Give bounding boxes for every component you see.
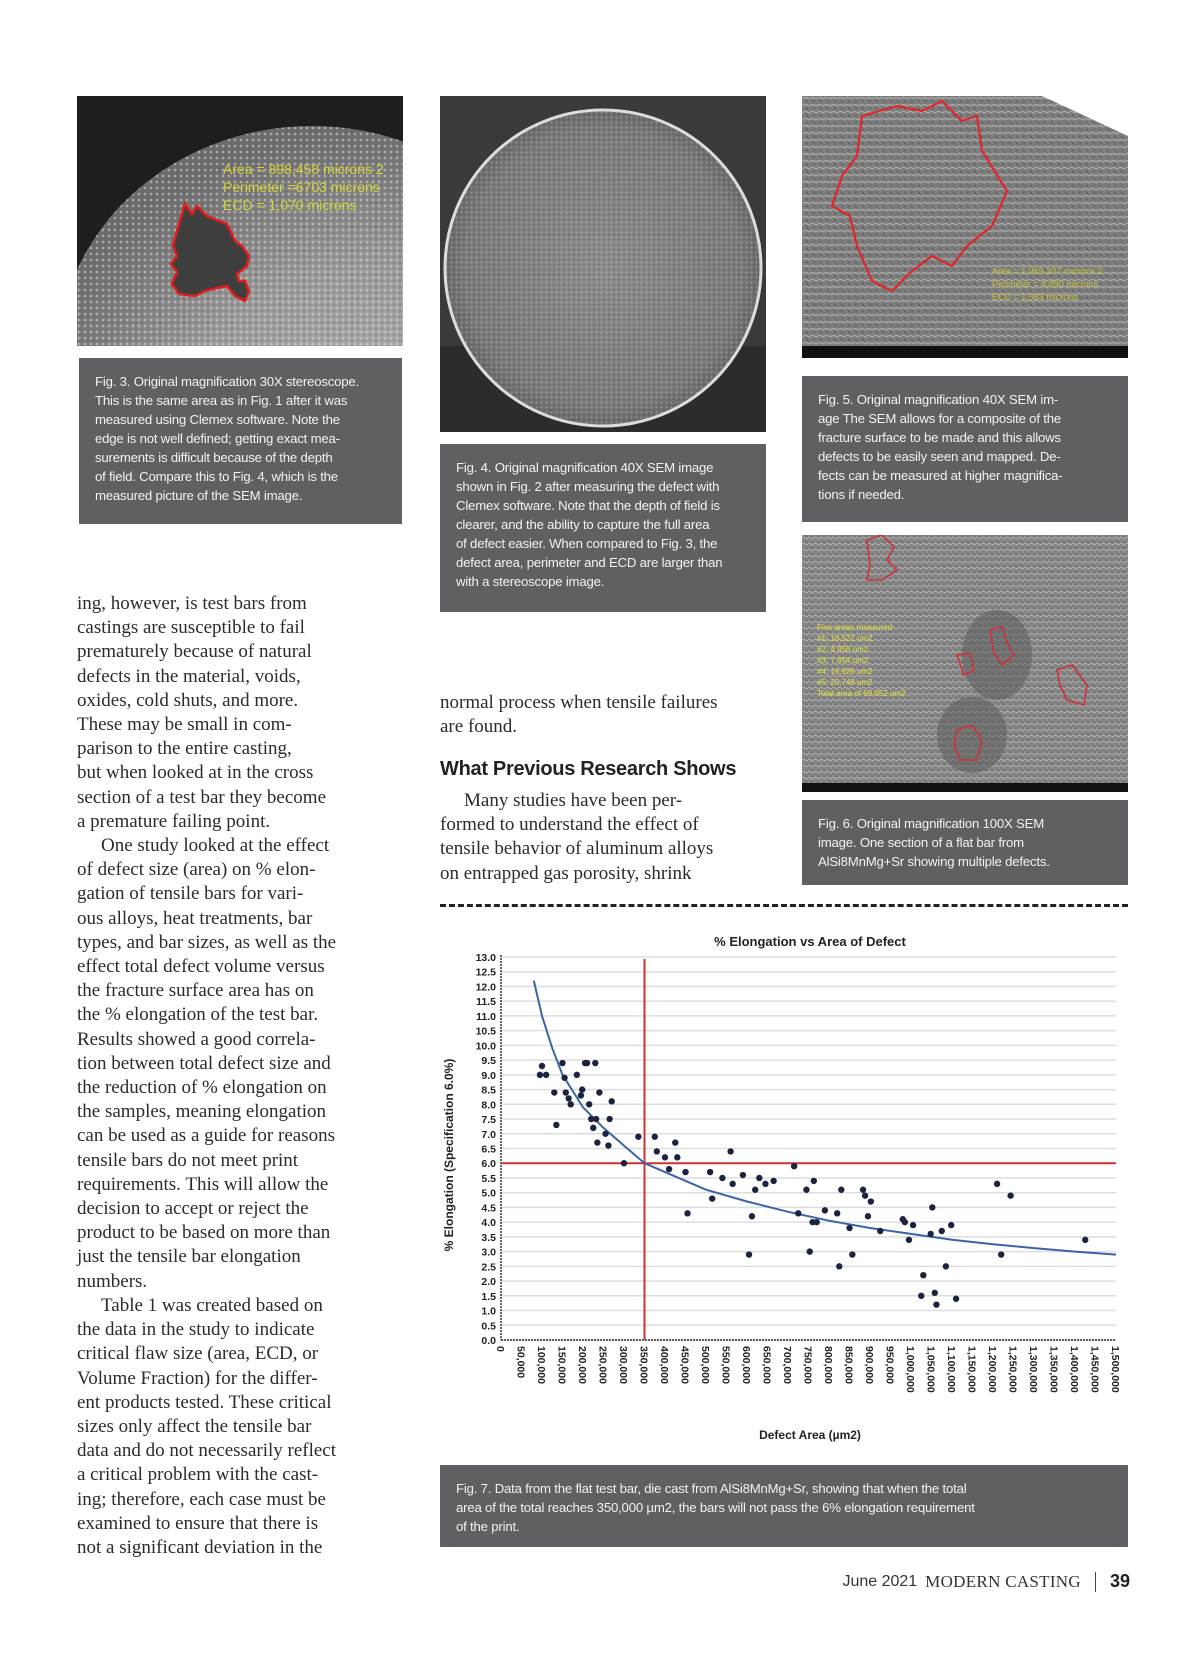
x-tick-label: 50,000 xyxy=(514,1346,527,1379)
data-point xyxy=(836,1263,842,1269)
y-tick-label: 12.0 xyxy=(475,981,496,994)
data-point xyxy=(654,1148,660,1154)
y-tick-label: 6.0 xyxy=(481,1158,496,1171)
data-point xyxy=(666,1166,672,1172)
data-point xyxy=(652,1134,658,1140)
fig3-perimeter-label: Perimeter =6703 microns xyxy=(223,179,380,195)
y-tick-label: 10.5 xyxy=(475,1025,496,1038)
x-tick-label: 400,000 xyxy=(658,1346,670,1384)
x-tick-label: 1,350,000 xyxy=(1047,1346,1060,1393)
data-point xyxy=(994,1181,1000,1187)
data-point xyxy=(822,1207,828,1213)
fig3-caption: Fig. 3. Original magnification 30X stereoscope. This is the same area as in Fig. 1 after it was measured using Clemex software. Note the edge is not well defined; getting exact mea- surements is difficult because of the depth of field. Compare this to Fig. 4, which is the measured picture of the SEM image. xyxy=(79,358,402,524)
x-tick-label: 700,000 xyxy=(781,1346,793,1384)
y-tick-label: 3.0 xyxy=(481,1246,496,1259)
data-point xyxy=(834,1210,840,1216)
x-tick-label: 250,000 xyxy=(596,1346,609,1384)
data-point xyxy=(849,1251,855,1257)
y-tick-label: 10.0 xyxy=(475,1040,496,1053)
fig3-ecd-label: ECD = 1,070 microns xyxy=(223,197,357,213)
fig6-caption: Fig. 6. Original magnification 100X SEM image. One section of a flat bar from AlSi8MnMg+Sr showing multiple defects. xyxy=(802,800,1128,885)
data-point xyxy=(953,1296,959,1302)
data-point xyxy=(860,1187,866,1193)
y-tick-label: 11.0 xyxy=(476,1010,496,1023)
y-tick-label: 7.0 xyxy=(481,1128,496,1141)
data-point xyxy=(574,1072,580,1078)
y-tick-label: 8.0 xyxy=(481,1099,496,1112)
data-point xyxy=(929,1204,935,1210)
data-point xyxy=(933,1301,939,1307)
data-point xyxy=(635,1134,641,1140)
y-tick-label: 12.5 xyxy=(475,966,496,979)
data-point xyxy=(811,1178,817,1184)
svg-text:Five areas measured: Five areas measured xyxy=(817,623,893,632)
y-tick-label: 2.0 xyxy=(481,1276,496,1289)
y-tick-label: 6.5 xyxy=(481,1143,496,1156)
y-tick-label: 0.0 xyxy=(481,1335,496,1347)
data-point xyxy=(561,1075,567,1081)
data-point xyxy=(920,1272,926,1278)
x-tick-label: 1,150,000 xyxy=(965,1346,978,1393)
x-tick-label: 900,000 xyxy=(863,1346,875,1384)
x-tick-label: 500,000 xyxy=(699,1346,711,1384)
data-point xyxy=(709,1195,715,1201)
fig4-sem-image xyxy=(440,96,766,432)
data-point xyxy=(749,1213,755,1219)
middle-column-lead: normal process when tensile failures are found. xyxy=(440,692,718,738)
y-tick-label: 8.5 xyxy=(481,1084,496,1097)
middle-column-text: Many studies have been per- formed to understand the effect of tensile behavior of aluminum alloys on entrapped gas porosity, shrink xyxy=(440,790,714,884)
y-tick-label: 1.5 xyxy=(481,1290,496,1303)
data-point xyxy=(609,1098,615,1104)
data-point xyxy=(791,1163,797,1169)
left-column-text: ing, however, is test bars from castings are susceptible to fail prematurely because of natural defects in the material, voids, oxides, cold shuts, and more. These may be small in com- parison to the entire casting, but when looked at in the cross section of a test bar they become a premature failing point. One study looked at the effect of defect size (area) on % elon- gation of tensile bars for vari- ous alloys, heat treatments, bar types, and bar sizes, as well as the effect total defect volume versus the fracture surface area has on the % elongation of the test bar. Results showed a good correla- tion between total defect size and the reduction of % elongation on the samples, meaning elongation can be used as a guide for reasons tensile bars do not meet print requirements. This will allow the decision to accept or reject the product to be based on more than just the tensile bar elongation numbers. Table 1 was created based on the data in the study to indicate critical flaw size (area, ECD, or Volume Fraction) for the differ- ent products tested. These critical sizes only affect the tensile bar data and do not necessarily reflect a critical problem with the cast- ing; therefore, each case must be examined to ensure that there is not a significant deviation in the xyxy=(77,593,337,1558)
section-divider xyxy=(440,904,1128,907)
data-point xyxy=(868,1198,874,1204)
data-point xyxy=(662,1154,668,1160)
x-tick-label: 350,000 xyxy=(637,1346,650,1384)
data-point xyxy=(1007,1192,1013,1198)
data-point xyxy=(943,1263,949,1269)
data-point xyxy=(593,1116,599,1122)
x-tick-label: 650,000 xyxy=(760,1346,773,1384)
y-tick-label: 1.0 xyxy=(481,1305,496,1318)
x-tick-label: 850,000 xyxy=(842,1346,855,1384)
data-point xyxy=(803,1187,809,1193)
x-tick-label: 1,000,000 xyxy=(904,1346,916,1393)
x-tick-label: 1,500,000 xyxy=(1109,1346,1121,1393)
fig5-caption: Fig. 5. Original magnification 40X SEM im- age The SEM allows for a composite of the fracture surface to be made and this allows defects to be easily seen and mapped. De- fects can be measured at higher magnifica- tions if needed. xyxy=(802,376,1128,522)
x-tick-label: 950,000 xyxy=(883,1346,896,1384)
y-tick-label: 13.0 xyxy=(475,952,496,964)
data-point xyxy=(551,1089,557,1095)
data-point xyxy=(746,1251,752,1257)
x-tick-label: 1,400,000 xyxy=(1068,1346,1080,1393)
chart-x-axis-label: Defect Area (µm2) xyxy=(759,1428,861,1442)
data-point xyxy=(927,1231,933,1237)
x-tick-label: 300,000 xyxy=(617,1346,629,1384)
data-point xyxy=(602,1131,608,1137)
x-tick-label: 1,250,000 xyxy=(1006,1346,1019,1393)
fig7-caption: Fig. 7. Data from the flat test bar, die cast from AlSi8MnMg+Sr, showing that when the total area of the total reaches 350,000 µm2, the bars will not pass the 6% elongation requirement of the print. xyxy=(440,1465,1128,1547)
data-point xyxy=(553,1122,559,1128)
y-tick-label: 0.5 xyxy=(481,1320,496,1333)
y-tick-label: 4.0 xyxy=(481,1217,496,1230)
page-number: 39 xyxy=(1109,1571,1130,1591)
y-tick-label: 4.5 xyxy=(481,1202,496,1215)
data-point xyxy=(727,1148,733,1154)
data-point xyxy=(621,1160,627,1166)
data-point xyxy=(932,1290,938,1296)
data-point xyxy=(807,1248,813,1254)
data-point xyxy=(770,1178,776,1184)
page-footer xyxy=(842,1571,1130,1592)
svg-text:#5: 20,748 um2: #5: 20,748 um2 xyxy=(817,678,873,687)
magazine-name: MODERN CASTING xyxy=(925,1571,1081,1591)
data-point xyxy=(596,1089,602,1095)
y-tick-label: 9.5 xyxy=(481,1055,496,1068)
data-point xyxy=(565,1095,571,1101)
data-point xyxy=(865,1213,871,1219)
data-point xyxy=(814,1219,820,1225)
svg-text:#4: 16,926 um2: #4: 16,926 um2 xyxy=(817,667,873,676)
svg-text:Area = 1,969,207 microns 2: Area = 1,969,207 microns 2 xyxy=(992,266,1103,276)
footer-divider xyxy=(1095,1572,1096,1592)
x-tick-label: 1,450,000 xyxy=(1088,1346,1101,1393)
x-tick-label: 1,300,000 xyxy=(1027,1346,1039,1393)
fig3-stereoscope-image xyxy=(77,96,403,346)
data-point xyxy=(795,1210,801,1216)
data-point xyxy=(740,1172,746,1178)
data-point xyxy=(902,1219,908,1225)
data-point xyxy=(672,1139,678,1145)
data-point xyxy=(719,1175,725,1181)
y-tick-label: 5.0 xyxy=(481,1187,496,1200)
x-tick-label: 600,000 xyxy=(740,1346,752,1384)
svg-text:Perimeter = 8,890 microns: Perimeter = 8,890 microns xyxy=(992,279,1098,289)
y-tick-label: 5.5 xyxy=(481,1172,496,1185)
data-point xyxy=(584,1060,590,1066)
x-tick-label: 1,200,000 xyxy=(986,1346,998,1393)
y-tick-label: 9.0 xyxy=(481,1069,496,1082)
data-point xyxy=(998,1251,1004,1257)
data-point xyxy=(563,1089,569,1095)
data-point xyxy=(578,1092,584,1098)
data-point xyxy=(862,1192,868,1198)
x-tick-label: 550,000 xyxy=(719,1346,732,1384)
data-point xyxy=(918,1293,924,1299)
data-point xyxy=(590,1125,596,1131)
y-tick-label: 7.5 xyxy=(481,1114,496,1127)
y-tick-label: 2.5 xyxy=(481,1261,496,1274)
fig3-area-label: Area = 898,458 microns 2 xyxy=(223,161,384,177)
x-tick-label: 750,000 xyxy=(801,1346,814,1384)
data-point xyxy=(539,1063,545,1069)
data-point xyxy=(674,1154,680,1160)
data-point xyxy=(939,1228,945,1234)
x-tick-label: 800,000 xyxy=(822,1346,834,1384)
data-point xyxy=(559,1060,565,1066)
svg-text:#2: 4,958 um2: #2: 4,958 um2 xyxy=(817,645,869,654)
data-point xyxy=(729,1181,735,1187)
x-tick-label: 1,050,000 xyxy=(924,1346,937,1393)
data-point xyxy=(594,1139,600,1145)
data-point xyxy=(605,1142,611,1148)
fig5-sem-composite-image xyxy=(802,96,1128,358)
data-point xyxy=(948,1222,954,1228)
svg-text:#1: 18,522 um2: #1: 18,522 um2 xyxy=(817,634,873,643)
elongation-scatter-chart xyxy=(460,940,1140,1410)
x-tick-label: 1,100,000 xyxy=(945,1346,957,1393)
data-point xyxy=(684,1210,690,1216)
svg-text:Total area of 69,952 um2: Total area of 69,952 um2 xyxy=(817,689,906,698)
data-point xyxy=(537,1072,543,1078)
svg-text:ECD = 1,583 microns: ECD = 1,583 microns xyxy=(992,292,1078,302)
data-point xyxy=(707,1169,713,1175)
data-point xyxy=(846,1225,852,1231)
x-tick-label: 150,000 xyxy=(555,1346,568,1384)
x-tick-label: 0 xyxy=(494,1346,506,1352)
fig4-caption: Fig. 4. Original magnification 40X SEM image shown in Fig. 2 after measuring the defect with Clemex software. Note that the depth of field is clearer, and the ability to capture the full area of defect easier. When compared to Fig. 3, the defect area, perimeter and ECD are larger than with a stereoscope image. xyxy=(440,444,766,612)
y-tick-label: 11.5 xyxy=(476,996,496,1009)
data-point xyxy=(762,1181,768,1187)
x-tick-label: 450,000 xyxy=(678,1346,691,1384)
fig6-sem-image xyxy=(802,535,1128,792)
x-tick-label: 100,000 xyxy=(535,1346,547,1384)
data-point xyxy=(906,1237,912,1243)
data-point xyxy=(752,1187,758,1193)
data-point xyxy=(682,1169,688,1175)
issue-date: June 2021 xyxy=(842,1572,918,1590)
data-point xyxy=(606,1116,612,1122)
data-point xyxy=(877,1228,883,1234)
y-tick-label: 3.5 xyxy=(481,1231,496,1244)
data-point xyxy=(586,1101,592,1107)
chart-title: % Elongation vs Area of Defect xyxy=(714,934,906,949)
data-point xyxy=(543,1072,549,1078)
data-point xyxy=(592,1060,598,1066)
data-point xyxy=(756,1175,762,1181)
svg-text:#3: 7,854 um2: #3: 7,854 um2 xyxy=(817,656,869,665)
data-point xyxy=(910,1222,916,1228)
data-point xyxy=(838,1187,844,1193)
data-point xyxy=(568,1101,574,1107)
data-point xyxy=(579,1086,585,1092)
data-point xyxy=(1082,1237,1088,1243)
x-tick-label: 200,000 xyxy=(576,1346,588,1384)
section-heading: What Previous Research Shows xyxy=(440,758,737,780)
